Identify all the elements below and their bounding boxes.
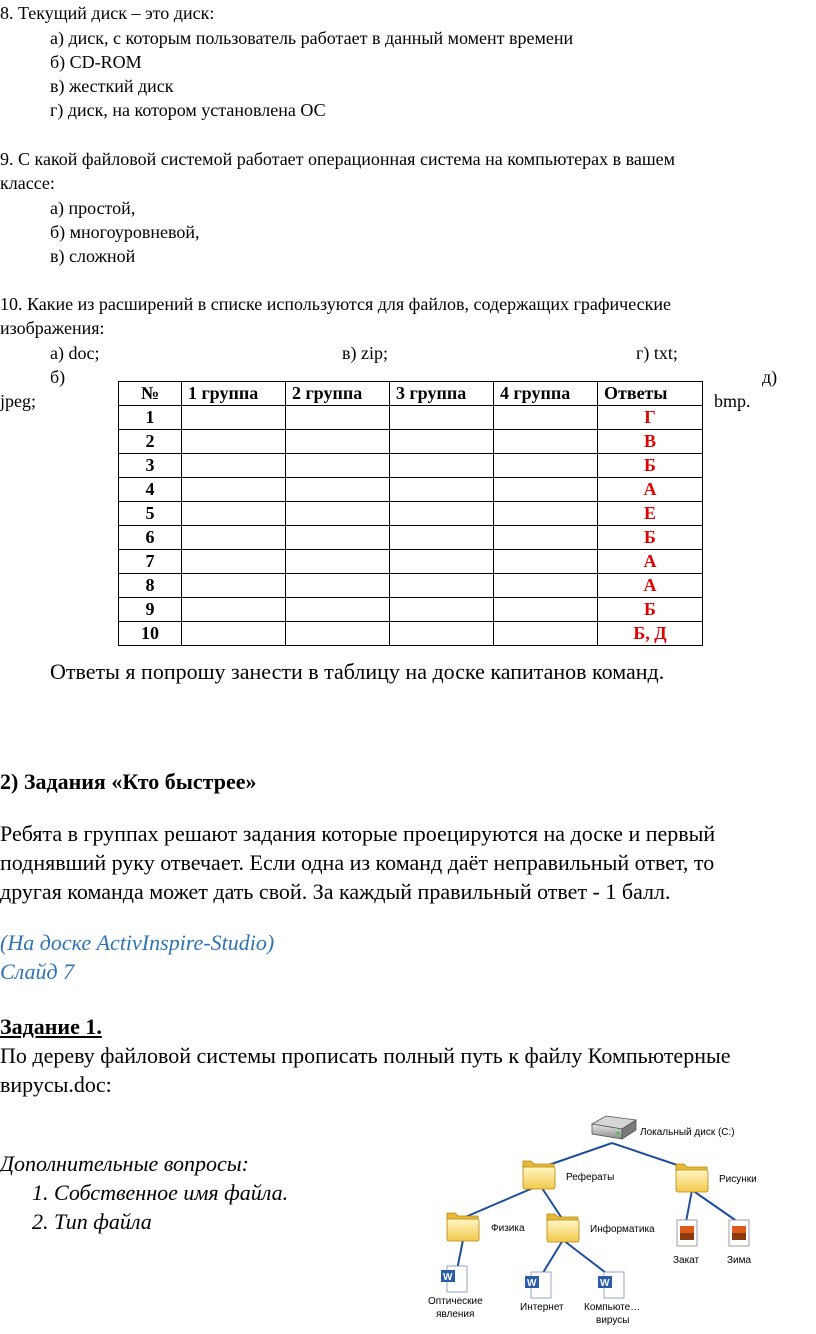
svg-text:W: W bbox=[527, 1278, 537, 1289]
hard-disk-icon bbox=[592, 1116, 636, 1139]
folder-icon-referaty bbox=[523, 1161, 555, 1189]
folder-icon-risunki bbox=[676, 1164, 708, 1192]
word-doc-icon-computer-viruses bbox=[598, 1272, 624, 1298]
q9-line1: 9. С какой файловой системой работает операционная система на компьютерах в вашем bbox=[0, 149, 676, 169]
header-group-4: 4 группа bbox=[494, 382, 598, 406]
q9-option-b: б) многоуровневой, bbox=[50, 222, 200, 242]
q10-line1: 10. Какие из расширений в списке используются для файлов, содержащих графические bbox=[0, 294, 672, 314]
q10-option-a: а) doc; bbox=[50, 343, 100, 363]
task1-p2: вирусы.doc: bbox=[0, 1072, 112, 1097]
q10-jpeg: jpeg; bbox=[0, 391, 36, 411]
q8-option-a: а) диск, с которым пользователь работает в данный момент времени bbox=[50, 28, 574, 48]
tree-label-internet: Интернет bbox=[520, 1302, 564, 1313]
q9-line2: классе: bbox=[0, 173, 55, 193]
header-group-1: 1 группа bbox=[182, 382, 286, 406]
header-group-3: 3 группа bbox=[390, 382, 494, 406]
header-number: № bbox=[119, 382, 182, 406]
svg-text:W: W bbox=[600, 1278, 610, 1289]
header-group-2: 2 группа bbox=[286, 382, 390, 406]
q10-option-d: д) bbox=[762, 367, 778, 387]
q8-option-c: в) жесткий диск bbox=[50, 76, 174, 96]
task1-p1: По дереву файловой системы прописать полный путь к файлу Компьютерные bbox=[0, 1043, 731, 1068]
tree-label-komp-line1: Компьюте… bbox=[584, 1302, 641, 1313]
q9-option-a: а) простой, bbox=[50, 198, 136, 218]
tree-label-zakat: Закат bbox=[673, 1255, 700, 1266]
tree-label-optich-line1: Оптические bbox=[428, 1296, 483, 1307]
image-file-icon-zima bbox=[729, 1220, 749, 1246]
row-number: 7 bbox=[119, 550, 182, 574]
q10-option-v: в) zip; bbox=[342, 343, 388, 363]
header-answers: Ответы bbox=[598, 382, 703, 406]
slide-note: Слайд 7 bbox=[0, 959, 75, 984]
answer-cell: Е bbox=[598, 502, 703, 526]
board-note: (На доске ActivInspire-Studio) bbox=[0, 930, 275, 955]
answer-cell: А bbox=[598, 574, 703, 598]
q8-title: 8. Текущий диск – это диск: bbox=[0, 3, 215, 23]
q10-option-b: б) bbox=[50, 367, 66, 387]
extra-question-1: 1. Собственное имя файла. bbox=[32, 1180, 289, 1205]
tree-label-root: Локальный диск (C:) bbox=[640, 1127, 735, 1138]
row-number: 9 bbox=[119, 598, 182, 622]
word-doc-icon-internet bbox=[525, 1272, 551, 1298]
answer-cell: Б bbox=[598, 526, 703, 550]
tree-label-referaty: Рефераты bbox=[566, 1172, 615, 1183]
image-file-icon-zakat bbox=[677, 1220, 697, 1246]
row-number: 5 bbox=[119, 502, 182, 526]
tree-label-komp-line2: вирусы bbox=[596, 1315, 630, 1326]
section2-heading: 2) Задания «Кто быстрее» bbox=[0, 769, 257, 794]
row-number: 3 bbox=[119, 454, 182, 478]
q8-option-d: г) диск, на котором установлена ОС bbox=[50, 100, 326, 120]
section2-p1: Ребята в группах решают задания которые проецируются на доске и первый bbox=[0, 821, 716, 846]
folder-icon-fizika bbox=[447, 1213, 479, 1241]
q10-option-g: г) txt; bbox=[636, 343, 678, 363]
q10-bmp: bmp. bbox=[714, 391, 751, 411]
svg-text:W: W bbox=[443, 1272, 453, 1283]
extra-questions-heading: Дополнительные вопросы: bbox=[0, 1151, 249, 1176]
row-number: 6 bbox=[119, 526, 182, 550]
extra-question-2: 2. Тип файла bbox=[32, 1209, 152, 1234]
section2-p3: другая команда может дать свой. За каждый правильный ответ - 1 балл. bbox=[0, 879, 671, 904]
word-doc-icon-optich bbox=[441, 1266, 467, 1292]
row-number: 10 bbox=[119, 622, 182, 646]
answer-cell: А bbox=[598, 478, 703, 502]
answer-cell: Г bbox=[598, 406, 703, 430]
row-number: 4 bbox=[119, 478, 182, 502]
answer-cell: А bbox=[598, 550, 703, 574]
answer-cell: Б bbox=[598, 598, 703, 622]
tree-label-optich-line2: явления bbox=[436, 1309, 475, 1320]
tree-label-informatika: Информатика bbox=[590, 1224, 655, 1235]
row-number: 8 bbox=[119, 574, 182, 598]
q8-option-b: б) CD-ROM bbox=[50, 52, 142, 72]
q10-line2: изображения: bbox=[0, 318, 105, 338]
answer-cell: Б bbox=[598, 454, 703, 478]
row-number: 1 bbox=[119, 406, 182, 430]
answer-cell: Б, Д bbox=[598, 622, 703, 646]
task1-heading: Задание 1. bbox=[0, 1014, 102, 1039]
tree-label-fizika: Физика bbox=[491, 1223, 525, 1234]
row-number: 2 bbox=[119, 430, 182, 454]
answer-cell: В bbox=[598, 430, 703, 454]
folder-icon-informatika bbox=[547, 1214, 579, 1242]
tree-label-zima: Зима bbox=[727, 1255, 752, 1266]
section2-p2: поднявший руку отвечает. Если одна из команд даёт неправильный ответ, то bbox=[0, 850, 715, 875]
tree-label-risunki: Рисунки bbox=[719, 1174, 757, 1185]
answers-note: Ответы я попрошу занести в таблицу на доске капитанов команд. bbox=[50, 659, 665, 684]
q9-option-c: в) сложной bbox=[50, 246, 136, 266]
